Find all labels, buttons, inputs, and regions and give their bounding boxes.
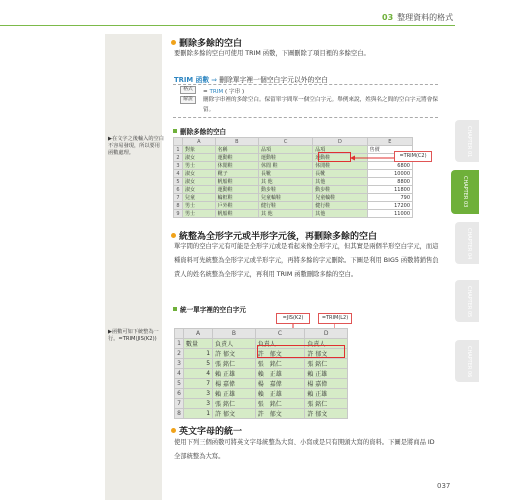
table-cell: 男士 xyxy=(183,210,216,218)
row-header: 5 xyxy=(175,379,184,389)
table-cell: 賴 正雄 xyxy=(305,369,348,379)
table-cell: 帆船鞋 xyxy=(215,178,258,186)
table-cell: 淑女 xyxy=(183,178,216,186)
bullet-icon xyxy=(171,40,176,45)
spreadsheet-jis xyxy=(174,328,348,419)
table-cell: 長靴 xyxy=(259,170,313,178)
bullet-icon xyxy=(171,233,176,238)
table-cell: 售價 xyxy=(367,146,412,154)
section-intro: 要刪除多餘的空白可使用 TRIM 函數，下圖刪除了項目裡的多餘空白。 xyxy=(174,50,370,57)
table-cell: 負責人 xyxy=(305,339,348,349)
row-header: 9 xyxy=(174,210,183,218)
column-header: D xyxy=(313,138,367,146)
desc-text: 刪除字串裡的多餘空白。保留單字間單一個空白字元。舉例來說，姓與名之間的空白字元將會保留。 xyxy=(203,97,438,113)
table-cell: 張 銘仁 xyxy=(305,399,348,409)
table-row xyxy=(174,146,413,154)
table-cell: 1 xyxy=(184,349,213,359)
table-cell: 運動鞋 xyxy=(215,186,258,194)
table-cell: 楊 嘉偉 xyxy=(213,379,256,389)
table-cell: 4 xyxy=(184,369,213,379)
table-cell: 17200 xyxy=(367,202,412,210)
table-cell: 兒童輪鞋 xyxy=(259,194,313,202)
formula-callout-trim: =TRIM(C2) xyxy=(394,151,432,162)
table-cell: 許 郁文 xyxy=(255,409,305,419)
table-cell: 3 xyxy=(184,389,213,399)
column-header: B xyxy=(215,138,258,146)
margin-note-2: ▶函數可如下統整為一行。=TRIM(JIS(K2)) xyxy=(108,329,159,342)
table-cell: 其 他 xyxy=(259,178,313,186)
table-cell: 790 xyxy=(367,194,412,202)
syntax-title: TRIM 函數 ⇒ 刪除單字裡一個空白字元以外的空白 xyxy=(174,76,328,84)
column-header xyxy=(174,138,183,146)
table-row xyxy=(174,170,413,178)
table-cell: 淑女 xyxy=(183,186,216,194)
chapter-tab-3-active[interactable]: CHAPTER 03 xyxy=(451,170,479,214)
table-cell: 許 郁文 xyxy=(213,409,256,419)
desc-tag: 解說 xyxy=(180,96,196,104)
table-cell: 張 銘仁 xyxy=(255,359,305,369)
chapter-title: 整理資料的格式 xyxy=(397,13,454,22)
row-header: 1 xyxy=(174,146,183,154)
row-header: 6 xyxy=(175,389,184,399)
row-header: 8 xyxy=(174,202,183,210)
section-paragraph: 單字間的空白字元有可能是全形字元或是看起來像全形字元，但其實是兩個半形空白字元，而這種資料可先統整為全形字元或半形字元，再將多餘的字元刪除。下圖是利用 BIG5 函數將銷售負責人的姓名統整為全形字元，再利用 TRIM 函數刪除多餘的空白。 xyxy=(174,243,439,278)
table-cell: 許 郁文 xyxy=(305,349,348,359)
section-heading-unify: 統整為全形字元或半形字元後，再刪除多餘的空白 xyxy=(171,229,377,242)
square-icon xyxy=(173,307,177,311)
table-cell: 男士 xyxy=(183,162,216,170)
table-cell: 賴 正雄 xyxy=(213,389,256,399)
table-cell: 長靴 xyxy=(313,170,367,178)
table-cell: 健行鞋 xyxy=(259,202,313,210)
table-cell: 其他 xyxy=(313,210,367,218)
table-cell: 靴子 xyxy=(215,170,258,178)
table-cell: 3 xyxy=(184,399,213,409)
table-cell: 健行鞋 xyxy=(313,202,367,210)
highlight-box xyxy=(318,152,351,162)
chapter-tab-4[interactable]: CHAPTER 04 xyxy=(455,222,479,264)
table-row xyxy=(174,178,413,186)
column-header: C xyxy=(255,329,305,339)
table-row xyxy=(174,162,413,170)
column-header xyxy=(175,329,184,339)
table-cell: 11800 xyxy=(367,186,412,194)
table-cell: 7 xyxy=(184,379,213,389)
column-header: C xyxy=(259,138,313,146)
table-cell: 賴 正雄 xyxy=(255,389,305,399)
table-cell: 休閒 鞋 xyxy=(259,162,313,170)
table-cell: 品項 xyxy=(313,146,367,154)
row-header: 1 xyxy=(175,339,184,349)
divider xyxy=(173,117,438,118)
table-cell: 楊 嘉偉 xyxy=(255,379,305,389)
row-header: 8 xyxy=(175,409,184,419)
section-heading-case: 英文字母的統一 xyxy=(171,424,242,437)
table-cell: 淑女 xyxy=(183,154,216,162)
table-cell: 運動鞋 xyxy=(215,154,258,162)
margin-note-1: ▶在文字之後輸入的空白不容易發現，所以要用函數處理。 xyxy=(108,136,164,156)
table-cell: 男士 xyxy=(183,202,216,210)
column-header: E xyxy=(367,138,412,146)
table-cell: 張 銘仁 xyxy=(255,399,305,409)
table-row xyxy=(175,399,348,409)
table-cell: 10000 xyxy=(367,170,412,178)
table-row xyxy=(174,194,413,202)
table-cell: 賴 正雄 xyxy=(255,369,305,379)
table-cell: 8800 xyxy=(367,178,412,186)
table-cell: 名稱 xyxy=(215,146,258,154)
row-header: 3 xyxy=(174,162,183,170)
format-value: = TRIM ( 字串 ) xyxy=(203,89,245,95)
table-cell: 6800 xyxy=(367,162,412,170)
section-heading-trim: 刪除多餘的空白 xyxy=(171,36,242,49)
row-header: 6 xyxy=(174,186,183,194)
column-header: D xyxy=(305,329,348,339)
page-number: 037 xyxy=(437,482,451,490)
row-header: 2 xyxy=(175,349,184,359)
table-cell: 運動鞋 xyxy=(313,154,367,162)
bullet-icon xyxy=(171,428,176,433)
table-cell: 休閒鞋 xyxy=(313,162,367,170)
table-cell: 運動鞋 xyxy=(259,154,313,162)
table-row xyxy=(175,409,348,419)
table-cell: 其 他 xyxy=(259,210,313,218)
table-row xyxy=(174,186,413,194)
callout-arrow xyxy=(350,155,395,161)
table-row xyxy=(175,379,348,389)
column-header: A xyxy=(183,138,216,146)
table-cell: 賴 正雄 xyxy=(213,369,256,379)
table-cell: 兒童 xyxy=(183,194,216,202)
table-row xyxy=(175,359,348,369)
section-paragraph: 使用下列三個函數可將英文字母統整為大寫、小寫或是只有開頭大寫的資料。下圖是將商品 ID 全部統整為大寫。 xyxy=(174,439,435,460)
table-row xyxy=(174,202,413,210)
row-header: 7 xyxy=(174,194,183,202)
row-header: 5 xyxy=(174,178,183,186)
table-cell: 對象 xyxy=(183,146,216,154)
table-row xyxy=(175,369,348,379)
format-tag: 格式 xyxy=(180,86,196,94)
table-cell: 許 郁文 xyxy=(213,349,256,359)
table-cell: 帆船鞋 xyxy=(215,210,258,218)
row-header: 3 xyxy=(175,359,184,369)
table-cell: 張 銘仁 xyxy=(213,359,256,369)
table-cell: 張 銘仁 xyxy=(213,399,256,409)
running-header xyxy=(382,12,453,23)
table-cell: 許 郁文 xyxy=(305,409,348,419)
figure-caption-1: 刪除多餘的空白 xyxy=(173,126,226,136)
table-cell: 賴 正雄 xyxy=(305,389,348,399)
table-cell: 輪框鞋 xyxy=(215,194,258,202)
table-cell: 11000 xyxy=(367,210,412,218)
table-cell: 5 xyxy=(184,359,213,369)
chapter-tab-6[interactable]: CHAPTER 06 xyxy=(455,340,479,382)
chapter-tab-5[interactable]: CHAPTER 05 xyxy=(455,280,479,322)
table-cell: 楊 嘉偉 xyxy=(305,379,348,389)
highlight-box xyxy=(257,345,345,358)
row-header: 7 xyxy=(175,399,184,409)
table-row xyxy=(175,389,348,399)
margin-column xyxy=(105,34,162,500)
table-cell: 品項 xyxy=(259,146,313,154)
table-cell: 負責人 xyxy=(255,339,305,349)
table-cell: 動步鞋 xyxy=(313,186,367,194)
row-header: 4 xyxy=(175,369,184,379)
spreadsheet-trim xyxy=(173,137,413,218)
divider xyxy=(173,84,438,85)
figure-caption-2: 統一單字裡的空白字元 xyxy=(173,304,246,314)
table-cell: 兒童輪鞋 xyxy=(313,194,367,202)
table-cell: 數量 xyxy=(184,339,213,349)
column-header: B xyxy=(213,329,256,339)
table-cell: 休閒鞋 xyxy=(215,162,258,170)
column-header: A xyxy=(184,329,213,339)
chapter-number: 03 xyxy=(382,13,394,22)
table-cell: 戶外鞋 xyxy=(215,202,258,210)
square-icon xyxy=(173,129,177,133)
table-cell: 張 銘仁 xyxy=(305,359,348,369)
table-cell: 1 xyxy=(184,409,213,419)
table-cell: 動步鞋 xyxy=(259,186,313,194)
chapter-tab-1[interactable]: CHAPTER 01 xyxy=(455,120,479,162)
formula-callout-trim2: =TRIM(L2) xyxy=(318,313,352,324)
table-cell: 淑女 xyxy=(183,170,216,178)
table-cell: 負責人 xyxy=(213,339,256,349)
table-cell: 其他 xyxy=(313,178,367,186)
row-header: 4 xyxy=(174,170,183,178)
table-cell: 許 郁文 xyxy=(255,349,305,359)
table-row xyxy=(174,210,413,218)
row-header: 2 xyxy=(174,154,183,162)
formula-callout-jis: =JIS(K2) xyxy=(276,313,310,324)
